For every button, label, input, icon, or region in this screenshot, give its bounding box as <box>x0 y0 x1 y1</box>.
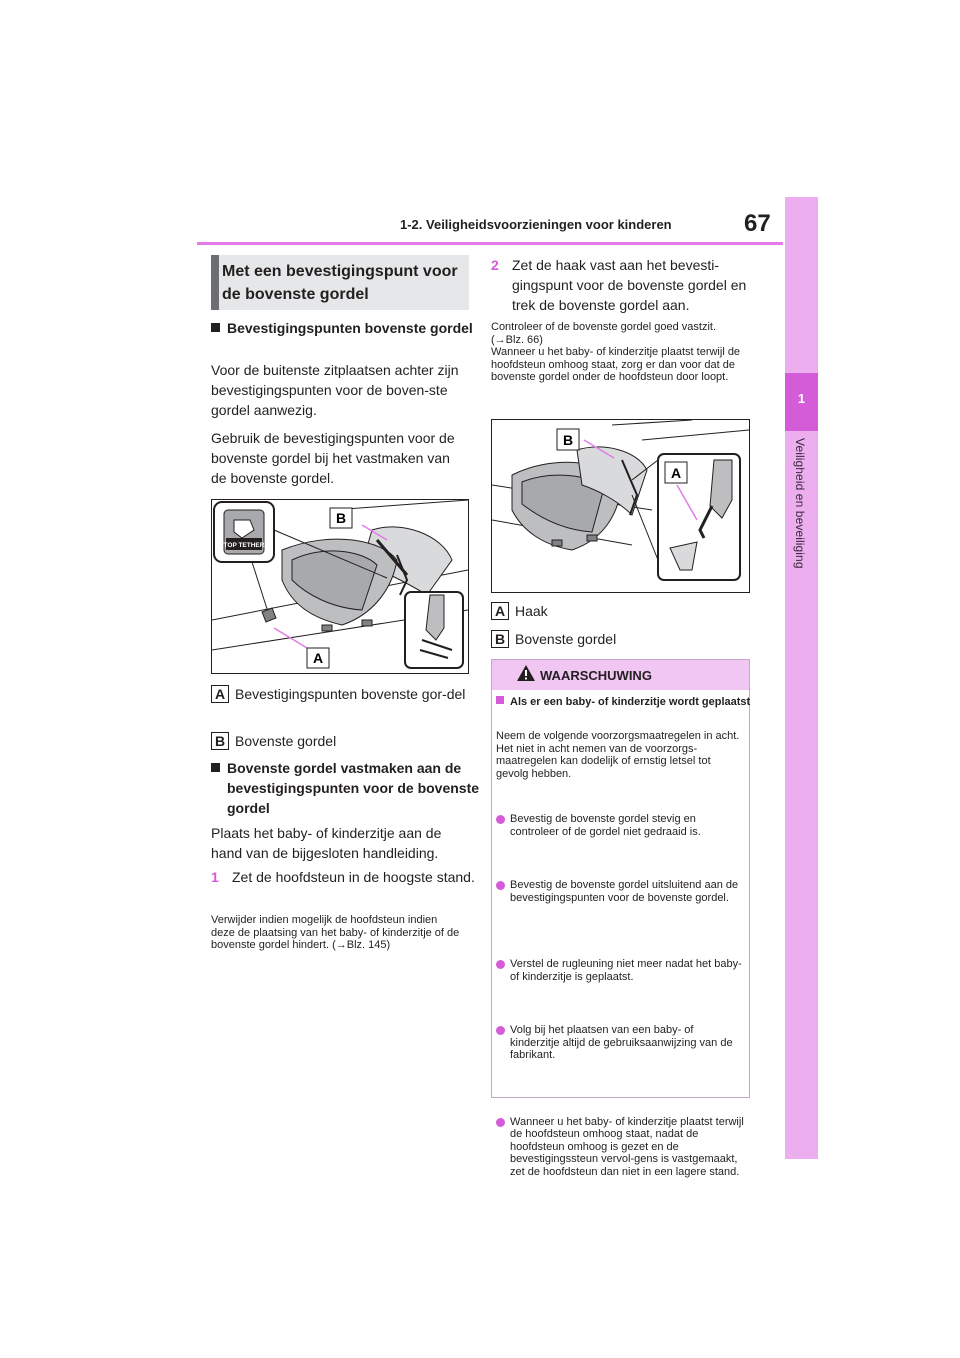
step-2-number: 2 <box>491 257 499 273</box>
legend-item-tether: B Bovenste gordel <box>491 629 750 649</box>
paragraph-anchor-location: Voor de buitenste zitplaatsen achter zijn bevestigingspunten voor de boven-ste gordel aanwezig. <box>211 362 459 418</box>
warning-bullet: Wanneer u het baby- of kinderzitje plaatst terwijl de hoofdsteun omhoog staat, nadat de hoofdsteun omhoog is gezet en de bevestigingssteun vervol-gens is vastgemaakt, zet de hoofdsteun dan niet in een lagere stand. <box>496 1116 744 1179</box>
warning-bullet: Bevestig de bovenste gordel stevig en controleer of de gordel niet gedraaid is. <box>496 813 744 838</box>
step-1-number: 1 <box>211 869 219 885</box>
hook-attach-illustration <box>492 420 749 592</box>
bullet-dot-icon <box>496 1026 505 1035</box>
note-check-tether: Controleer of de bovenste gordel goed vastzit. (→Blz. 66) Wanneer u het baby- of kinderzitje plaatst terwijl de hoofdsteun omhoog staat, zorg er dan voor dat de bovenste gordel onder de hoofdsteun door loopt. <box>491 321 741 383</box>
paragraph-place-seat: Plaats het baby- of kinderzitje aan de hand van de bijgesloten handleiding. <box>211 825 442 861</box>
legend-item-b: B Bovenste gordel <box>211 731 469 751</box>
square-bullet-icon <box>211 763 220 772</box>
figure-hook-attach <box>491 419 750 593</box>
legend-item-a: A Bevestigingspunten bovenste gor-del <box>211 684 493 704</box>
step-1: 1 Zet de hoofdsteun in de hoogste stand. <box>211 869 475 885</box>
bullet-dot-icon <box>496 881 505 890</box>
figure-anchor-points <box>211 499 469 674</box>
bullet-dot-icon <box>496 815 505 824</box>
square-bullet-icon <box>496 696 504 704</box>
warning-bullet: Volg bij het plaatsen van een baby- of kinderzitje altijd de gebruiksaanwijzing van de fabrikant. <box>496 1024 744 1062</box>
label-a-text: A <box>670 465 682 481</box>
note-headrest: Verwijder indien mogelijk de hoofdsteun indien deze de plaatsing van het baby- of kinderzitje of de bovenste gordel hindert. (→Blz. 145) <box>211 914 460 951</box>
label-b-text: B <box>335 510 347 526</box>
label-a-box: A <box>491 602 509 620</box>
paragraph-anchor-usage: Gebruik de bevestigingspunten voor de bovenste gordel bij het vastmaken van de bovenste gordel. <box>211 430 455 486</box>
step-2: 2 Zet de haak vast aan het bevesti-gingspunt voor de bovenste gordel en trek de bovenste gordel aan. <box>491 257 747 313</box>
bullet-dot-icon <box>496 1118 505 1127</box>
top-tether-label: TOP TETHER <box>223 542 265 549</box>
page-number: 67 <box>744 210 771 237</box>
seat-anchor-illustration <box>212 500 468 673</box>
warning-triangle-icon <box>516 664 536 682</box>
section-title: Met een bevestigingspunt voor de bovenste gordel <box>222 263 458 303</box>
chapter-title-vertical: Veiligheid en beveiliging <box>793 438 807 569</box>
label-b-box: B <box>491 630 509 648</box>
bullet-dot-icon <box>496 960 505 969</box>
label-a-box: A <box>211 685 229 703</box>
subheading-attach-tether: Bovenste gordel vastmaken aan de bevestigingspunten voor de bovenste gordel <box>211 758 485 818</box>
header-rule <box>197 242 783 245</box>
subheading-anchor-points: Bevestigingspunten bovenste gordel <box>211 318 485 338</box>
warning-title: WAARSCHUWING <box>540 668 652 683</box>
running-header: 1-2. Veiligheidsvoorzieningen voor kinderen <box>400 217 672 232</box>
warning-bullet: Verstel de rugleuning niet meer nadat het baby- of kinderzitje is geplaatst. <box>496 958 744 983</box>
legend-item-hook: A Haak <box>491 601 750 621</box>
chapter-tab-strip <box>785 197 818 1159</box>
chapter-number: 1 <box>797 391 806 406</box>
label-b-box: B <box>211 732 229 750</box>
warning-bullet: Bevestig de bovenste gordel uitsluitend aan de bevestigingspunten voor de bovenste gordel. <box>496 879 744 904</box>
warning-intro: Neem de volgende voorzorgsmaatregelen in acht. Het niet in acht nemen van de voorzorgs-maatregelen kan dodelijk of ernstig letsel tot gevolg hebben. <box>496 730 740 780</box>
label-b-text: B <box>562 432 574 448</box>
warning-subheading: Als er een baby- of kinderzitje wordt geplaatst <box>496 696 758 709</box>
label-a-text: A <box>312 650 324 666</box>
square-bullet-icon <box>211 323 220 332</box>
